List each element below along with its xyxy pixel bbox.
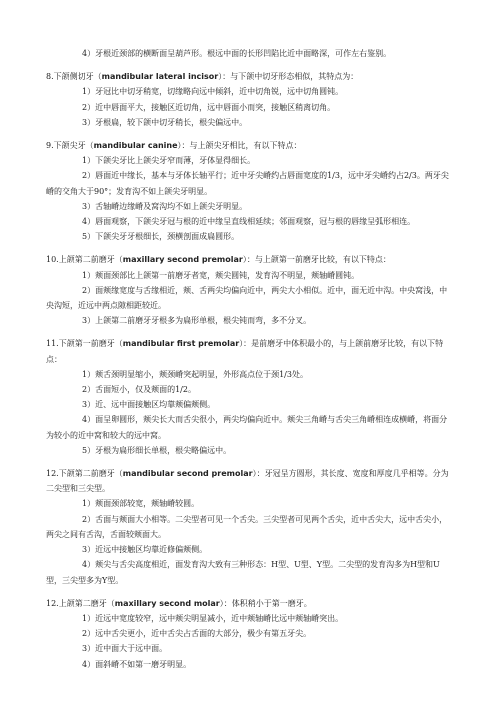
section-mandibular-first-premolar	[46, 336, 449, 458]
section-title	[46, 336, 449, 366]
list-item: 3）近远中接触区均靠近修偏颊侧。	[82, 545, 208, 555]
title-english-term: maxillary second molar	[114, 598, 220, 608]
list-item: 1）颊面颈部比上颌第一前磨牙者宽，颊尖圆钝，发育沟不明显，颊轴嵴圆钝。	[82, 270, 360, 280]
section-mandibular-canine	[46, 138, 449, 244]
list-item: 4）颊尖与舌尖高度相近，面发育沟大致有三种形态：H型、U型、Y型。二尖型的发育沟多为H型和U型，三尖型多为Y型。	[46, 560, 440, 585]
section-maxillary-second-premolar	[46, 252, 449, 328]
list-item: 1）近远中宽度较窄，远中颊尖明显减小，近中颊轴嵴比远中颊轴嵴突出。	[82, 613, 344, 623]
title-suffix: ）：体积稍小于第一磨牙。	[219, 598, 312, 608]
intro-paragraph: 4）牙根近颈部的横断面呈葫芦形。根远中面的长形凹陷比近中面略深，可作左右鉴别。	[82, 49, 392, 58]
list-item: 5）牙根为扁形细长单根，根尖略偏远中。	[82, 445, 232, 455]
section-mandibular-second-premolar	[46, 466, 449, 588]
list-item: 5）下颌尖牙牙根细长，颈横剖面成扁圆形。	[82, 232, 240, 242]
title-suffix: ）：与上颌第一前磨牙比较，有以下特点：	[242, 255, 391, 265]
list-item: 3）近中面大于远中面。	[82, 644, 168, 654]
list-item: 2）面颊缘宽度与舌缘相近，颊、舌两尖均偏向近中，两尖大小相似。近中，面无近中沟。中央窝浅，中央沟短，近远中两点隙相距较近。	[46, 285, 448, 311]
title-english-term: mandibular first premolar	[122, 339, 240, 349]
list-item: 4）面斜嵴不如第一磨牙明显。	[82, 659, 192, 669]
title-prefix: 12.下颌第二前磨牙（	[46, 469, 123, 479]
title-suffix: ）：牙冠呈方圆形，其长度、宽度和厚度几乎相等。分为二尖型和三尖型。	[46, 469, 449, 494]
section-title	[46, 69, 449, 84]
list-item: 4）面呈卵圆形，颊尖长大而舌尖很小，两尖均偏向近中。颊尖三角嵴与舌尖三角嵴相连成横嵴，将面分为较小的近中窝和较大的远中窝。	[46, 415, 448, 440]
list-item: 1）下颌尖牙比上颌尖牙窄而薄，牙体显得细长。	[82, 156, 256, 166]
title-prefix: 8.下颌侧切牙（	[46, 72, 102, 82]
title-prefix: 9.下颌尖牙（	[46, 141, 94, 151]
list-item: 3）上颌第二前磨牙牙根多为扁形单根，根尖钝而弯，多不分叉。	[82, 316, 312, 326]
list-item: 3）近、远中面接触区均靠颊偏颊侧。	[82, 400, 216, 410]
list-item: 3）舌轴嵴边缘嵴及窝沟均不如上颌尖牙明显。	[82, 201, 248, 211]
title-suffix: ）：是前磨牙中体积最小的，与上颌前磨牙比较，有以下特点：	[46, 339, 444, 364]
title-suffix: ）：与下颌中切牙形态相似，其特点为：	[218, 72, 359, 82]
title-english-term: mandibular lateral incisor	[101, 72, 219, 82]
list-item: 1）牙冠比中切牙稍宽，切缘略向远中倾斜，近中切角锐，远中切角圆钝。	[82, 87, 344, 97]
section-mandibular-lateral-incisor	[46, 69, 449, 130]
list-item: 1）颊面颈部较宽，颊轴嵴较圆。	[82, 499, 200, 509]
section-title	[46, 138, 449, 153]
title-prefix: 11.下颌第一前磨牙（	[46, 339, 123, 349]
section-title	[46, 252, 449, 267]
title-suffix: ）：与上颌尖牙相比，有以下特点：	[177, 141, 302, 151]
title-prefix: 10.上颌第二前磨牙（	[46, 255, 123, 265]
section-maxillary-second-molar	[46, 596, 449, 672]
list-item: 1）颊舌颈明显缩小，颊颈嵴突起明显，外形高点位于颈1/3处。	[82, 369, 308, 379]
list-item: 2）舌面与颊面大小相等。二尖型者可见一个舌尖。三尖型者可见两个舌尖，近中舌尖大，远中舌尖小，两尖之间有舌沟，舌面较颊面大。	[46, 514, 448, 539]
list-item: 2）近中唇面平大，接触区近切角，远中唇面小而突，接触区稍离切角。	[82, 102, 336, 112]
list-item: 2）舌面短小，仅及颊面的1/2。	[82, 385, 196, 395]
list-item: 2）唇面近中缘长，基本与牙体长轴平行；近中牙尖嵴约占唇面宽度的1/3，远中牙尖嵴约占2/3。两牙尖嵴的交角大于90°；发育沟不如上颌尖牙明显。	[46, 171, 449, 196]
section-title	[46, 466, 449, 496]
section-title	[46, 596, 449, 611]
title-english-term: maxillary second premolar	[122, 255, 243, 265]
title-english-term: mandibular second premolar	[122, 469, 253, 479]
list-item: 3）牙根扁，较下颌中切牙稍长，根尖偏远中。	[82, 117, 248, 127]
list-item: 2）远中舌尖更小，近中舌尖占舌面的大部分，极少有第五牙尖。	[82, 629, 312, 639]
list-item: 4）唇面观察，下颌尖牙冠与根的近中缘呈直线相延续；邻面观察，冠与根的唇缘呈弧形相连。	[82, 217, 416, 227]
title-prefix: 12.上颌第二磨牙（	[46, 598, 115, 608]
title-english-term: mandibular canine	[93, 141, 178, 151]
